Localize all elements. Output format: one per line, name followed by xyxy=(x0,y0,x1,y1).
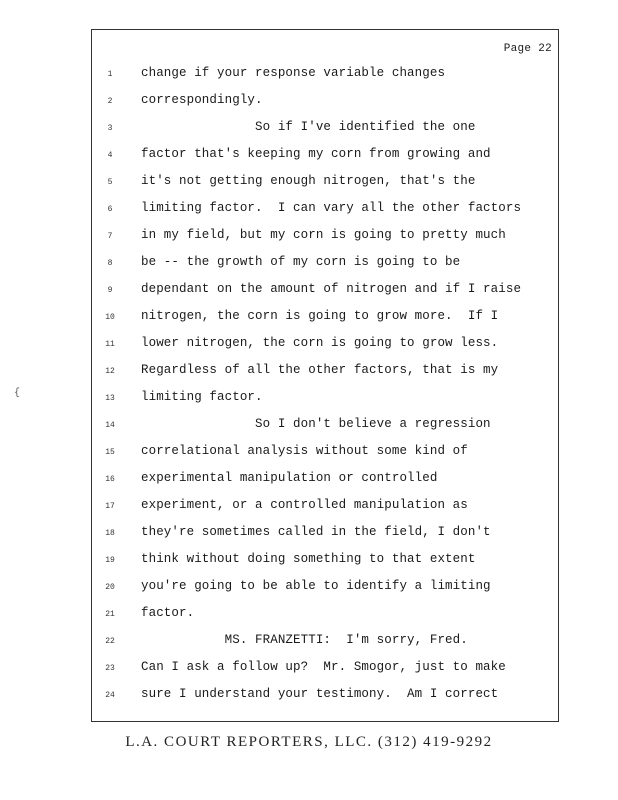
transcript-line xyxy=(92,201,560,221)
line-number: 7 xyxy=(107,232,113,241)
margin-mark: { xyxy=(14,388,21,399)
transcript-line xyxy=(92,255,560,275)
transcript-line xyxy=(92,606,560,626)
transcript-line xyxy=(92,525,560,545)
line-number: 14 xyxy=(105,421,115,430)
transcript-line xyxy=(92,498,560,518)
line-number: 6 xyxy=(107,205,113,214)
line-number: 3 xyxy=(107,124,113,133)
transcript-line xyxy=(92,390,560,410)
line-text: MS. FRANZETTI: I'm sorry, Fred. xyxy=(141,633,468,647)
transcript-line xyxy=(92,471,560,491)
transcript-page xyxy=(91,29,559,722)
line-text: in my field, but my corn is going to pretty much xyxy=(141,228,506,242)
line-text: So if I've identified the one xyxy=(141,120,476,134)
transcript-line xyxy=(92,174,560,194)
line-number: 24 xyxy=(105,691,115,700)
line-number: 23 xyxy=(105,664,115,673)
line-number: 1 xyxy=(107,70,113,79)
line-text: they're sometimes called in the field, I don't xyxy=(141,525,491,539)
transcript-line xyxy=(92,417,560,437)
line-text: experimental manipulation or controlled xyxy=(141,471,438,485)
transcript-line xyxy=(92,552,560,572)
line-text: So I don't believe a regression xyxy=(141,417,491,431)
line-text: be -- the growth of my corn is going to be xyxy=(141,255,461,269)
line-text: Regardless of all the other factors, that is my xyxy=(141,363,499,377)
line-text: change if your response variable changes xyxy=(141,66,446,80)
transcript-line xyxy=(92,579,560,599)
reporter-footer: L.A. COURT REPORTERS, LLC. (312) 419-9292 xyxy=(125,734,493,750)
line-text: limiting factor. xyxy=(141,390,263,404)
line-number: 10 xyxy=(105,313,115,322)
transcript-line xyxy=(92,687,560,707)
line-text: it's not getting enough nitrogen, that's the xyxy=(141,174,476,188)
line-number: 4 xyxy=(107,151,113,160)
line-number: 15 xyxy=(105,448,115,457)
transcript-line xyxy=(92,309,560,329)
line-number: 16 xyxy=(105,475,115,484)
line-number: 21 xyxy=(105,610,115,619)
line-number: 9 xyxy=(107,286,113,295)
line-text: Can I ask a follow up? Mr. Smogor, just to make xyxy=(141,660,506,674)
transcript-line xyxy=(92,93,560,113)
line-number: 5 xyxy=(107,178,113,187)
line-text: sure I understand your testimony. Am I correct xyxy=(141,687,499,701)
line-number: 20 xyxy=(105,583,115,592)
line-text: factor that's keeping my corn from growing and xyxy=(141,147,491,161)
line-text: lower nitrogen, the corn is going to grow less. xyxy=(141,336,499,350)
line-text: factor. xyxy=(141,606,195,620)
line-number: 13 xyxy=(105,394,115,403)
line-number: 17 xyxy=(105,502,115,511)
line-number: 8 xyxy=(107,259,113,268)
line-text: think without doing something to that extent xyxy=(141,552,476,566)
line-text: limiting factor. I can vary all the other factors xyxy=(141,201,522,215)
line-text: dependant on the amount of nitrogen and if I raise xyxy=(141,282,522,296)
line-number: 18 xyxy=(105,529,115,538)
transcript-line xyxy=(92,228,560,248)
line-number: 11 xyxy=(105,340,115,349)
transcript-line xyxy=(92,660,560,680)
page-number: Page 22 xyxy=(503,43,552,55)
transcript-line xyxy=(92,444,560,464)
line-number: 2 xyxy=(107,97,113,106)
transcript-line xyxy=(92,336,560,356)
line-text: experiment, or a controlled manipulation as xyxy=(141,498,468,512)
line-text: nitrogen, the corn is going to grow more. If I xyxy=(141,309,499,323)
line-text: you're going to be able to identify a limiting xyxy=(141,579,491,593)
line-number: 12 xyxy=(105,367,115,376)
transcript-line xyxy=(92,363,560,383)
line-number: 19 xyxy=(105,556,115,565)
line-number: 22 xyxy=(105,637,115,646)
transcript-line xyxy=(92,66,560,86)
line-text: correspondingly. xyxy=(141,93,263,107)
transcript-line xyxy=(92,147,560,167)
line-text: correlational analysis without some kind of xyxy=(141,444,468,458)
transcript-line xyxy=(92,120,560,140)
transcript-line xyxy=(92,633,560,653)
transcript-line xyxy=(92,282,560,302)
